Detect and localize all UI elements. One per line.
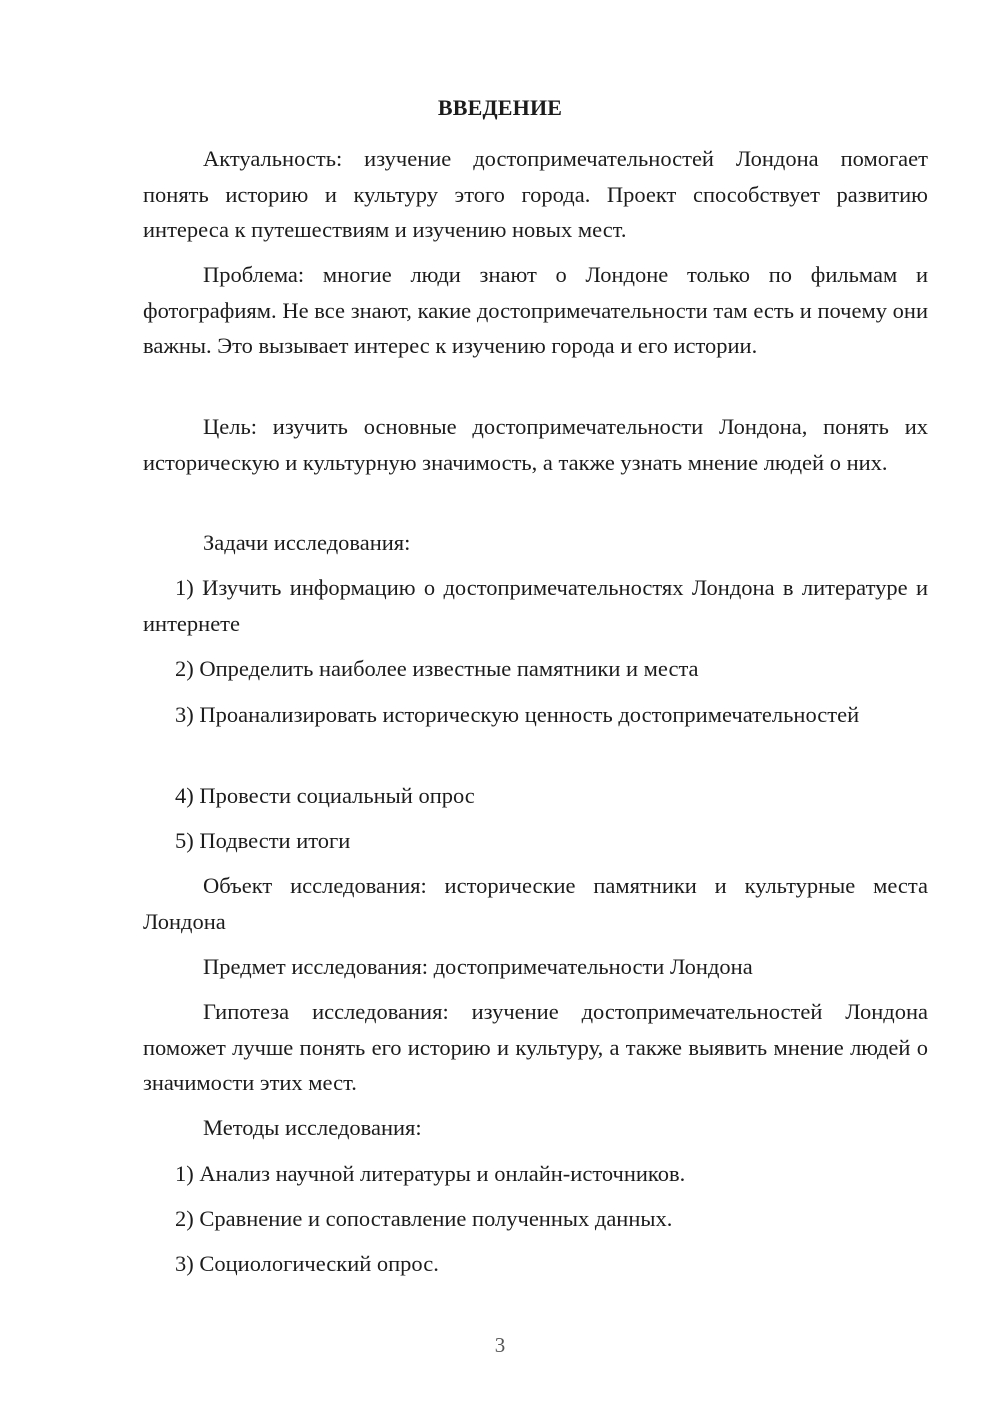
task-item: 1) Изучить информацию о достопримечательностях Лондона в литературе и интернете [143,575,928,636]
page-number: 3 [494,1333,506,1357]
method-item: 2) Сравнение и сопоставление полученных данных. [175,1206,673,1231]
paragraph-relevance: Актуальность: изучение достопримечательностей Лондона помогает понять историю и культуру этого города. Проект способствует развитию интереса к путешествиям и изучению новых мест. [143,146,928,242]
paragraph-problem: Проблема: многие люди знают о Лондоне только по фильмам и фотографиям. Не все знают, какие достопримечательности там есть и почему они важны. Это вызывает интерес к изучению города и его истории. [143,262,928,358]
task-item: 3) Проанализировать историческую ценность достопримечательностей [175,702,860,727]
paragraph-goal: Цель: изучить основные достопримечательности Лондона, понять их историческую и культурную значимость, а также узнать мнение людей о них. [143,414,928,475]
method-item: 3) Социологический опрос. [175,1251,439,1276]
method-item: 1) Анализ научной литературы и онлайн-источников. [175,1161,686,1186]
methods-title: Методы исследования: [203,1115,422,1140]
paragraph-hypothesis: Гипотеза исследования: изучение достопримечательностей Лондона поможет лучше понять его историю и культуру, а также выявить мнение людей о значимости этих мест. [143,999,928,1095]
task-item: 4) Провести социальный опрос [175,783,475,808]
tasks-title: Задачи исследования: [203,530,411,555]
task-item: 2) Определить наиболее известные памятники и места [175,656,699,681]
section-heading: ВВЕДЕНИЕ [437,95,563,120]
paragraph-subject: Предмет исследования: достопримечательности Лондона [203,954,753,979]
paragraph-object: Объект исследования: исторические памятники и культурные места Лондона [143,873,928,934]
task-item: 5) Подвести итоги [175,828,351,853]
